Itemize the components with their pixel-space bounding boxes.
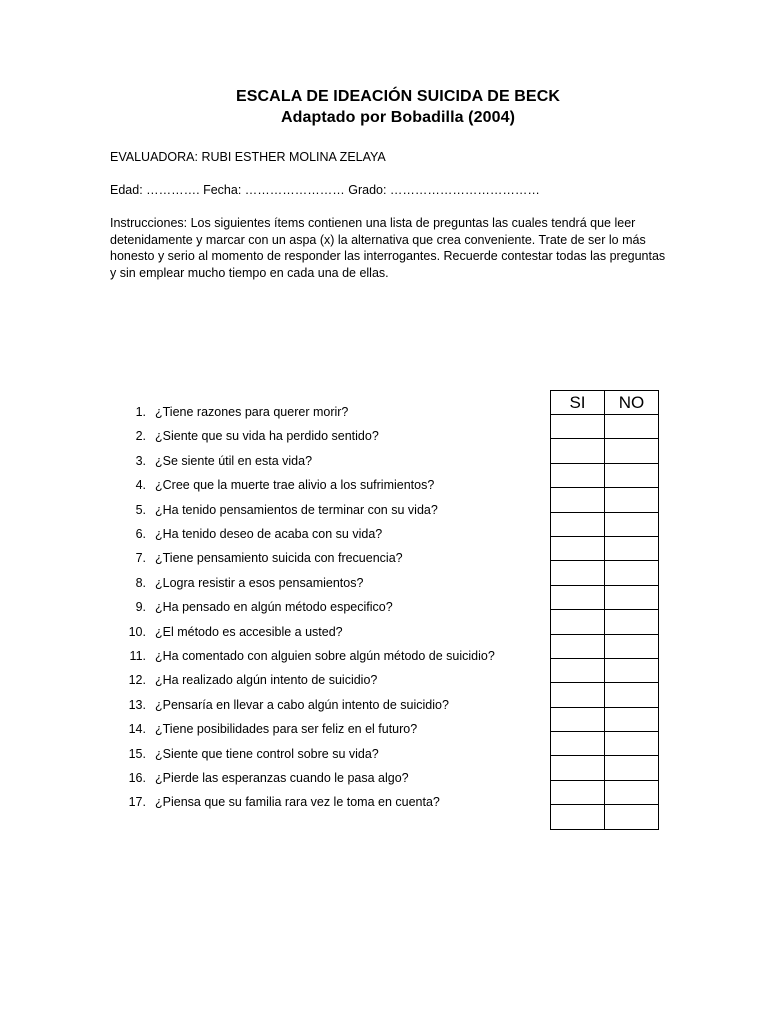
answer-cell-si[interactable] [551, 756, 605, 780]
question-text: ¿Logra resistir a esos pensamientos? [155, 575, 364, 590]
answer-row [551, 732, 659, 756]
instrucciones-line: honesto y serio al momento de responder las interrogantes. Recuerde contestar todas las preguntas [110, 249, 666, 264]
answer-cell-no[interactable] [605, 658, 659, 682]
answer-cell-si[interactable] [551, 658, 605, 682]
answer-cell-no[interactable] [605, 512, 659, 536]
answer-row [551, 707, 659, 731]
answer-cell-no[interactable] [605, 732, 659, 756]
answer-row [551, 683, 659, 707]
question-number: 12. [128, 673, 146, 688]
question-text: ¿Siente que tiene control sobre su vida? [155, 746, 379, 761]
answer-cell-no[interactable] [605, 707, 659, 731]
answer-row [551, 805, 659, 829]
answer-cell-si[interactable] [551, 536, 605, 560]
question-number: 4. [135, 478, 146, 493]
answer-row [551, 561, 659, 585]
answer-row [551, 756, 659, 780]
answer-cell-si[interactable] [551, 707, 605, 731]
instrucciones-line: y sin emplear mucho tiempo en cada una de ellas. [110, 265, 389, 280]
datos-campos-line: Edad: …………. Fecha: …………………… Grado: ……………………………… [110, 183, 540, 197]
question-text: ¿Tiene pensamiento suicida con frecuencia? [155, 551, 403, 566]
answer-cell-no[interactable] [605, 463, 659, 487]
question-text: ¿Pierde las esperanzas cuando le pasa algo? [155, 771, 409, 785]
question-number: 5. [135, 502, 146, 517]
answer-row [551, 780, 659, 804]
question-text: ¿Ha tenido deseo de acaba con su vida? [155, 527, 383, 541]
question-text: ¿Tiene razones para querer morir? [155, 405, 349, 419]
answer-cell-no[interactable] [605, 634, 659, 658]
answer-cell-no[interactable] [605, 780, 659, 804]
answer-cell-si[interactable] [551, 805, 605, 829]
answer-cell-no[interactable] [605, 536, 659, 560]
question-number: 11. [129, 649, 146, 663]
question-text: ¿Ha comentado con alguien sobre algún método de suicidio? [155, 649, 495, 663]
answer-cell-no[interactable] [605, 561, 659, 585]
answer-cell-no[interactable] [605, 805, 659, 829]
document-subtitle: Adaptado por Bobadilla (2004) [280, 109, 516, 126]
question-text: ¿Tiene posibilidades para ser feliz en el futuro? [155, 722, 418, 737]
answer-row [551, 536, 659, 560]
question-text: ¿Ha pensado en algún método especifico? [155, 600, 393, 615]
question-text: ¿Pensaría en llevar a cabo algún intento de suicidio? [155, 697, 449, 712]
question-text: ¿Ha realizado algún intento de suicidio? [155, 673, 378, 688]
answer-cell-si[interactable] [551, 780, 605, 804]
answer-row [551, 463, 659, 487]
question-number: 9. [135, 600, 146, 615]
answer-cell-si[interactable] [551, 732, 605, 756]
evaluadora-line: EVALUADORA: RUBI ESTHER MOLINA ZELAYA [110, 150, 386, 164]
answer-row [551, 634, 659, 658]
question-text: ¿Piensa que su familia rara vez le toma en cuenta? [155, 795, 440, 810]
answer-cell-no[interactable] [605, 610, 659, 634]
answer-cell-no[interactable] [605, 415, 659, 439]
answer-cell-si[interactable] [551, 610, 605, 634]
question-number: 8. [135, 575, 146, 590]
question-number: 17. [128, 795, 146, 810]
question-text: ¿El método es accesible a usted? [155, 624, 343, 639]
answer-cell-si[interactable] [551, 634, 605, 658]
document-title: ESCALA DE IDEACIÓN SUICIDA DE BECK [235, 88, 561, 105]
answer-cell-si[interactable] [551, 439, 605, 463]
answer-row [551, 488, 659, 512]
question-number: 16. [128, 771, 146, 785]
answer-row [551, 512, 659, 536]
answer-row [551, 439, 659, 463]
answer-cell-no[interactable] [605, 488, 659, 512]
column-header-si: SI [551, 391, 605, 415]
instrucciones-line: detenidamente y marcar con un aspa (x) la alternativa que crea conveniente. Trate de ser lo más [110, 232, 646, 247]
question-text: ¿Se siente útil en esta vida? [155, 453, 313, 468]
answer-cell-no[interactable] [605, 439, 659, 463]
question-text: ¿Ha tenido pensamientos de terminar con su vida? [155, 502, 438, 517]
answer-cell-no[interactable] [605, 756, 659, 780]
answer-cell-si[interactable] [551, 488, 605, 512]
answer-cell-si[interactable] [551, 512, 605, 536]
answer-row [551, 585, 659, 609]
answer-cell-si[interactable] [551, 585, 605, 609]
instrucciones-line: Instrucciones: Los siguientes ítems contienen una lista de preguntas las cuales tendrá que leer [110, 216, 636, 230]
answer-row [551, 658, 659, 682]
answer-cell-no[interactable] [605, 683, 659, 707]
answer-cell-si[interactable] [551, 561, 605, 585]
instrucciones-paragraph [110, 215, 690, 281]
question-number: 1. [135, 405, 146, 419]
column-header-no: NO [605, 391, 659, 415]
answer-cell-no[interactable] [605, 585, 659, 609]
question-number: 10. [128, 624, 146, 639]
question-number: 3. [135, 453, 146, 468]
question-number: 15. [128, 746, 146, 761]
answer-cell-si[interactable] [551, 683, 605, 707]
answer-cell-si[interactable] [551, 463, 605, 487]
answer-row [551, 415, 659, 439]
answer-cell-si[interactable] [551, 415, 605, 439]
question-number: 6. [135, 527, 146, 541]
answer-row [551, 610, 659, 634]
question-number: 7. [135, 551, 146, 566]
question-number: 14. [128, 722, 146, 737]
question-text: ¿Cree que la muerte trae alivio a los sufrimientos? [155, 478, 435, 493]
question-text: ¿Siente que su vida ha perdido sentido? [155, 429, 379, 444]
question-number: 13. [128, 697, 146, 712]
question-number: 2. [135, 429, 146, 444]
answer-grid [550, 390, 659, 830]
